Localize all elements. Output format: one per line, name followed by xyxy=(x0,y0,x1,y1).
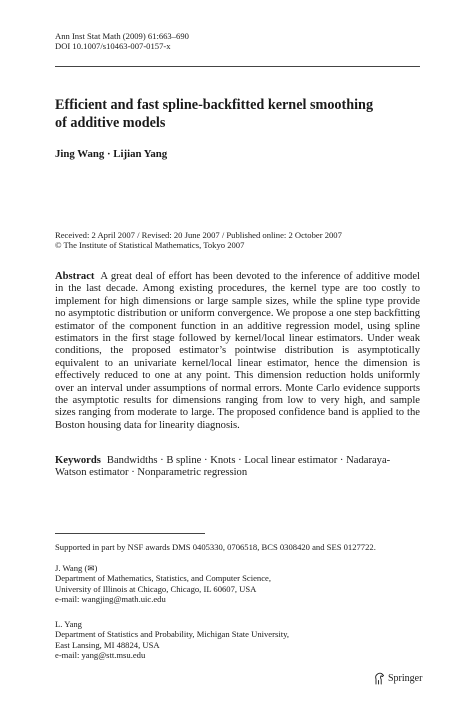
abstract-text: A great deal of effort has been devoted to the inference of additive model in the last decade. Among existing procedures, the kernel type are too costly to implement for high dimensions or large sample sizes, while the spline type provide no asymptotic distribution or uniform convergence. We propose a one step backfitting estimator of the component function in an additive regression model, using spline estimators in the first stage followed by kernel/local linear estimators. Under weak conditions, the proposed estimator’s pointwise distribution is asymptotically equivalent to an univariate kernel/local linear estimator, hence the dimension is effectively reduced to one at any point. This dimension reduction holds uniformly over an interval under assumptions of normal errors. Monte Carlo evidence supports the asymptotic results for dimensions ranging from low to very high, and sample sizes ranging from moderate to large. The proposed confidence band is applied to the Boston housing data for linearity diagnosis. xyxy=(55,271,420,431)
footnote-rule xyxy=(55,533,205,534)
affiliation-dept: Department of Mathematics, Statistics, and Computer Science, xyxy=(55,573,271,584)
journal-header xyxy=(55,31,189,52)
publisher-logo xyxy=(374,672,422,685)
paper-title-line-2: of additive models xyxy=(55,115,166,131)
affiliation-email: e-mail: wangjing@math.uic.edu xyxy=(55,594,166,605)
paper-title xyxy=(55,96,395,132)
publisher-name: Springer xyxy=(388,673,423,684)
keywords-label: Keywords xyxy=(55,455,101,466)
affiliation-dept: Department of Statistics and Probability, Michigan State University, xyxy=(55,629,289,640)
journal-citation: Ann Inst Stat Math (2009) 61:663–690 xyxy=(55,31,189,41)
abstract-label: Abstract xyxy=(55,271,95,282)
affiliation-yang xyxy=(55,619,289,661)
header-rule xyxy=(55,66,420,67)
paper-title-line-1: Efficient and fast spline-backfitted kernel smoothing xyxy=(55,97,374,113)
received-dates: Received: 2 April 2007 / Revised: 20 June 2007 / Published online: 2 October 2007 xyxy=(55,230,342,240)
abstract xyxy=(55,271,420,432)
affiliation-inst: University of Illinois at Chicago, Chicago, IL 60607, USA xyxy=(55,583,257,594)
affiliation-name: L. Yang xyxy=(55,619,82,629)
journal-doi: DOI 10.1007/s10463-007-0157-x xyxy=(55,41,171,52)
affiliation-wang xyxy=(55,563,271,605)
affiliation-email: e-mail: yang@stt.msu.edu xyxy=(55,650,146,661)
authors: Jing Wang · Lijian Yang xyxy=(55,148,168,160)
funding-footnote: Supported in part by NSF awards DMS 0405330, 0706518, BCS 0308420 and SES 0127722. xyxy=(55,542,376,552)
publication-history xyxy=(55,230,342,251)
springer-horse-icon xyxy=(374,672,385,685)
affiliation-inst: East Lansing, MI 48824, USA xyxy=(55,639,160,650)
affiliation-name: J. Wang (✉) xyxy=(55,563,98,573)
copyright: © The Institute of Statistical Mathematics, Tokyo 2007 xyxy=(55,240,245,251)
keywords xyxy=(55,455,420,480)
keywords-text: Bandwidths · B spline · Knots · Local linear estimator · Nadaraya-Watson estimator · Nonparametric regression xyxy=(55,455,391,479)
